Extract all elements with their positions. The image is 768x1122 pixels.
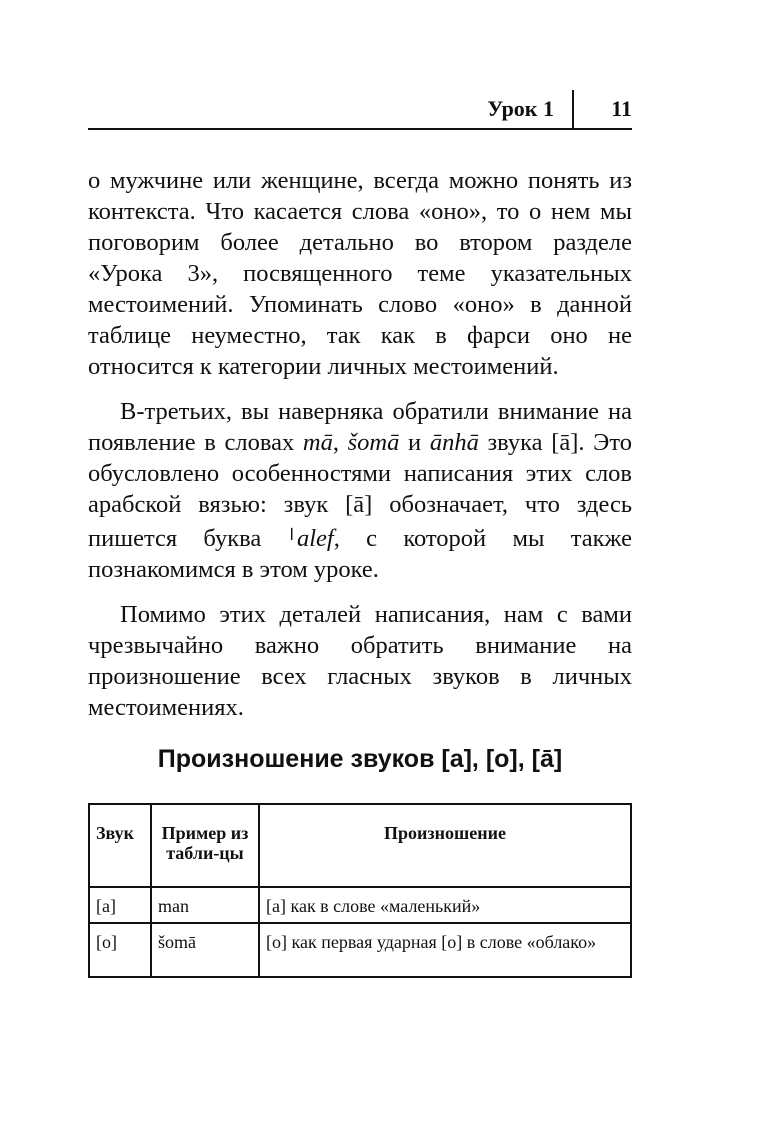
paragraph-2-text-5: , с которой мы также познакомимся в этом уроке. — [88, 525, 632, 583]
page-number: 11 — [611, 96, 632, 121]
header-cell-sound: Звук — [89, 804, 151, 887]
alef-letter-glyph: ا — [289, 527, 294, 544]
paragraph-2 — [88, 396, 632, 585]
running-header — [88, 90, 632, 130]
header-lesson-title: Урок 1 — [487, 96, 554, 121]
paragraph-2-text-3: и — [399, 429, 430, 456]
word-ma: mā — [302, 429, 333, 456]
header-separator — [572, 90, 574, 128]
cell-pronunciation: [a] как в слове «маленький» — [259, 887, 631, 923]
table-row — [89, 887, 631, 923]
pronunciation-table — [88, 803, 632, 978]
paragraph-2-text-1: В-третьих, вы наверняка обратили внимание на появление в словах — [88, 398, 632, 456]
paragraph-2-text-4: звука [ā]. Это обусловлено особенностями написания этих слов арабской вязью: звук [ā] обозначает, что здесь пишется буква — [88, 429, 632, 552]
paragraph-1: о мужчине или женщине, всегда можно понять из контекста. Что касается слова «оно», то о нем мы поговорим более детально во втором разделе «Урока 3», посвященного теме указательных местоимений. Упоминать слово «оно» в данной таблице неуместно, так как в фарси оно не относится к категории личных местоимений. — [88, 167, 632, 380]
cell-example: šomā — [151, 923, 259, 977]
header-cell-example: Пример из табли-цы — [151, 804, 259, 887]
cell-sound: [a] — [89, 887, 151, 923]
paragraph-3: Помимо этих деталей написания, нам с вами чрезвычайно важно обратить внимание на произношение всех гласных звуков в личных местоимениях. — [88, 601, 632, 721]
cell-example: man — [151, 887, 259, 923]
cell-pronunciation: [o] как первая ударная [o] в слове «облако» — [259, 923, 631, 977]
word-alef: alef — [296, 525, 334, 552]
section-title: Произношение звуков [a], [o], [ā] — [157, 745, 563, 773]
table-header-row — [89, 804, 631, 887]
paragraph-2-text-2: , — [332, 429, 348, 456]
word-shoma: šomā — [347, 429, 400, 456]
header-cell-pronunciation: Произношение — [259, 804, 631, 887]
cell-sound: [o] — [89, 923, 151, 977]
table-row — [89, 923, 631, 977]
word-anha: ānhā — [429, 429, 479, 456]
body-text — [88, 165, 632, 737]
